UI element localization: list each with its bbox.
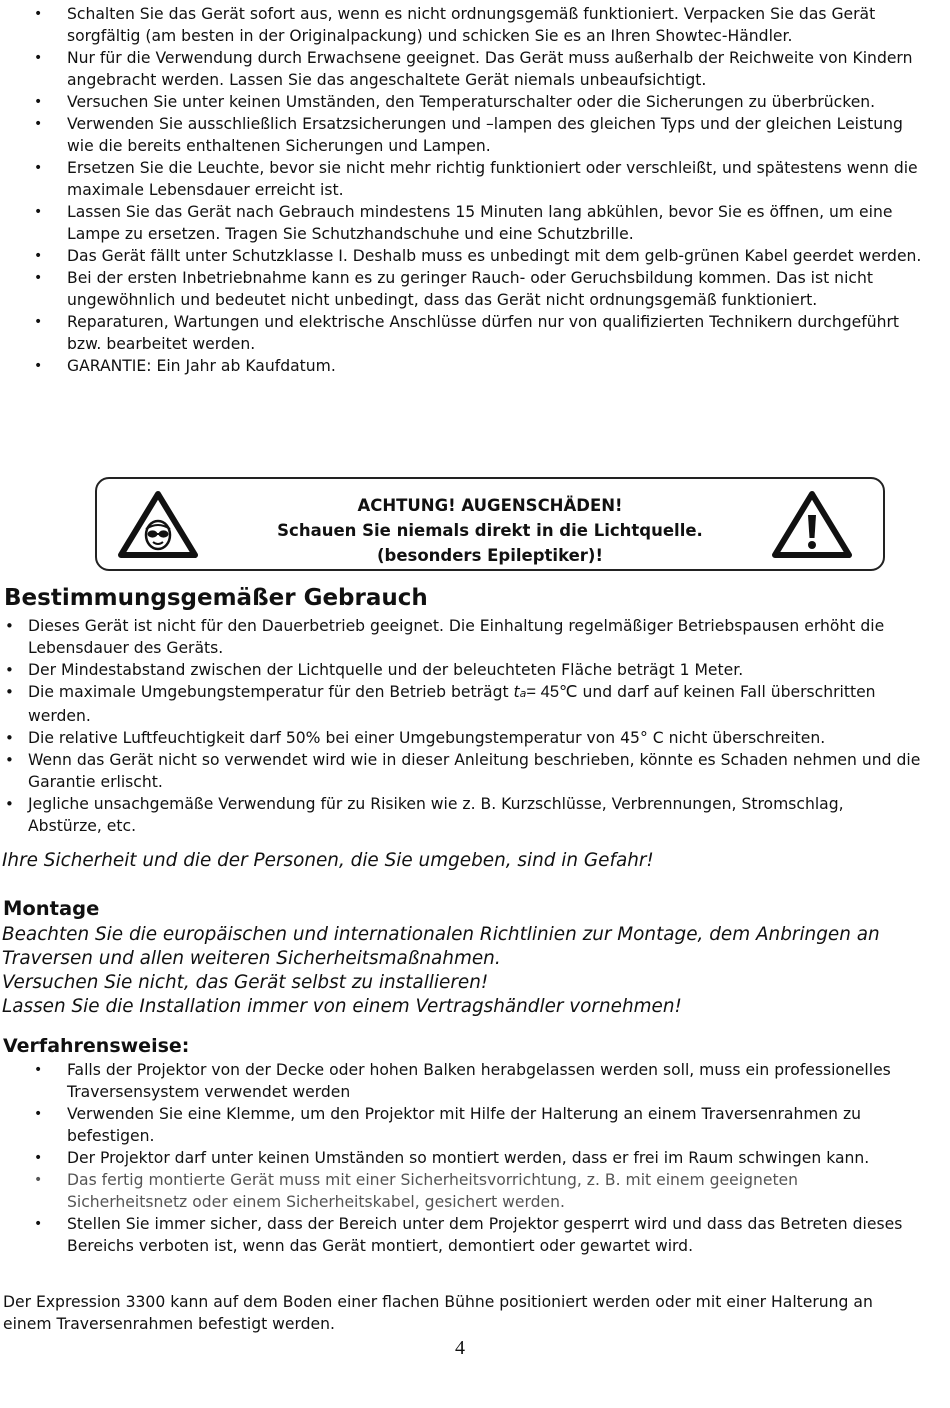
list-item: • Der Projektor darf unter keinen Umständen so montiert werden, dass er frei im Raum schwingen kann. [0,1147,936,1169]
list-item: • Verwenden Sie ausschließlich Ersatzsicherungen und –lampen des gleichen Typs und der gleichen Leistung wie die bereits enthaltenen Sicherungen und Lampen. [0,113,936,157]
list-item [0,681,936,727]
safety-note: Ihre Sicherheit und die der Personen, die Sie umgeben, sind in Gefahr! [2,850,654,871]
list-item: • Stellen Sie immer sicher, dass der Bereich unter dem Projektor gesperrt wird und dass das Betreten dieses Bereichs verboten ist, wenn das Gerät montiert, demontiert oder gewartet wird. [0,1213,936,1257]
text-segment: und darf auf keinen Fall überschritten werden. [28,683,876,725]
text-segment: Die maximale Umgebungstemperatur für den Betrieb beträgt [28,683,514,701]
section-title-montage: Montage [3,897,100,920]
procedure-bullet-list [0,1059,936,1257]
list-item: • Jegliche unsachgemäße Verwendung für zu Risiken wie z. B. Kurzschlüsse, Verbrennungen, Stromschlag, Abstürze, etc. [0,793,936,837]
list-item: • Ersetzen Sie die Leuchte, bevor sie nicht mehr richtig funktioniert oder verschleißt, und spätestens wenn die maximale Lebensdauer erreicht ist. [0,157,936,201]
list-item: • Dieses Gerät ist nicht für den Dauerbetrieb geeignet. Die Einhaltung regelmäßiger Betriebspausen erhöht die Lebensdauer des Geräts. [0,615,936,659]
list-item: • Wenn das Gerät nicht so verwendet wird wie in dieser Anleitung beschrieben, könnte es Schaden nehmen und die Garantie erlischt. [0,749,936,793]
list-item: • GARANTIE: Ein Jahr ab Kaufdatum. [0,355,936,377]
list-item: • Der Mindestabstand zwischen der Lichtquelle und der beleuchteten Fläche beträgt 1 Meter. [0,659,936,681]
usage-bullet-list [0,615,936,837]
temp-symbol: t [513,683,520,701]
list-item: • Nur für die Verwendung durch Erwachsene geeignet. Das Gerät muss außerhalb der Reichweite von Kindern angebracht werden. Lassen Sie das angeschaltete Gerät niemals unbeaufsichtigt. [0,47,936,91]
warning-line: (besonders Epileptiker)! [376,546,603,565]
montage-line: Lassen Sie die Installation immer von einem Vertragshändler vornehmen! [2,996,682,1017]
list-item: • Das Gerät fällt unter Schutzklasse I. Deshalb muss es unbedingt mit dem gelb-grünen Kabel geerdet werden. [0,245,936,267]
section-title-usage: Bestimmungsgemäßer Gebrauch [4,585,428,611]
warning-text [217,493,763,568]
list-item: • Falls der Projektor von der Decke oder hohen Balken herabgelassen werden soll, muss ein professionelles Traversensystem verwendet werden [0,1059,936,1103]
list-item: • Reparaturen, Wartungen und elektrische Anschlüsse dürfen nur von qualifizierten Technikern durchgeführt bzw. bearbeitet werden. [0,311,936,355]
temp-value: = 45℃ [526,683,578,701]
montage-text [2,923,932,1019]
warning-line: Schauen Sie niemals direkt in die Lichtquelle. [277,521,703,540]
list-item: • Das fertig montierte Gerät muss mit einer Sicherheitsvorrichtung, z. B. mit einem geeigneten Sicherheitsnetz oder einem Sicherheitskabel, gesichert werden. [0,1169,936,1213]
montage-line: Versuchen Sie nicht, das Gerät selbst zu installieren! [2,972,489,993]
list-item: • Bei der ersten Inbetriebnahme kann es zu geringer Rauch- oder Geruchsbildung kommen. Das ist nicht ungewöhnlich und bedeutet nicht unbedingt, dass das Gerät nicht ordnungsgemäß funktioniert. [0,267,936,311]
warning-line: ACHTUNG! AUGENSCHÄDEN! [357,496,623,515]
montage-line: Beachten Sie die europäischen und internationalen Richtlinien zur Montage, dem Anbringen an Traversen und allen weiteren Sicherheitsmaßnahmen. [2,924,880,969]
list-item: • Versuchen Sie unter keinen Umständen, den Temperaturschalter oder die Sicherungen zu überbrücken. [0,91,936,113]
exclamation-warning-icon [771,489,853,559]
eye-damage-warning-box [95,477,885,571]
list-item: • Die relative Luftfeuchtigkeit darf 50% bei einer Umgebungstemperatur von 45° C nicht überschreiten. [0,727,936,749]
list-item: • Lassen Sie das Gerät nach Gebrauch mindestens 15 Minuten lang abkühlen, bevor Sie es öffnen, um eine Lampe zu ersetzen. Tragen Sie Schutzhandschuhe und eine Schutzbrille. [0,201,936,245]
list-item: • Verwenden Sie eine Klemme, um den Projektor mit Hilfe der Halterung an einem Traversenrahmen zu befestigen. [0,1103,936,1147]
section-title-procedure: Verfahrensweise: [3,1035,190,1057]
closing-paragraph: Der Expression 3300 kann auf dem Boden einer flachen Bühne positioniert werden oder mit einer Halterung an einem Traversenrahmen befestigt werden. [3,1293,873,1333]
list-item: • Schalten Sie das Gerät sofort aus, wenn es nicht ordnungsgemäß funktioniert. Verpacken Sie das Gerät sorgfältig (am besten in der Originalpackung) und schicken Sie es an Ihren Showtec-Händler. [0,3,936,47]
safety-bullet-list [0,3,936,377]
temp-subscript: a [519,687,527,700]
page-number: 4 [455,1337,465,1359]
eye-protection-warning-icon [117,489,199,559]
